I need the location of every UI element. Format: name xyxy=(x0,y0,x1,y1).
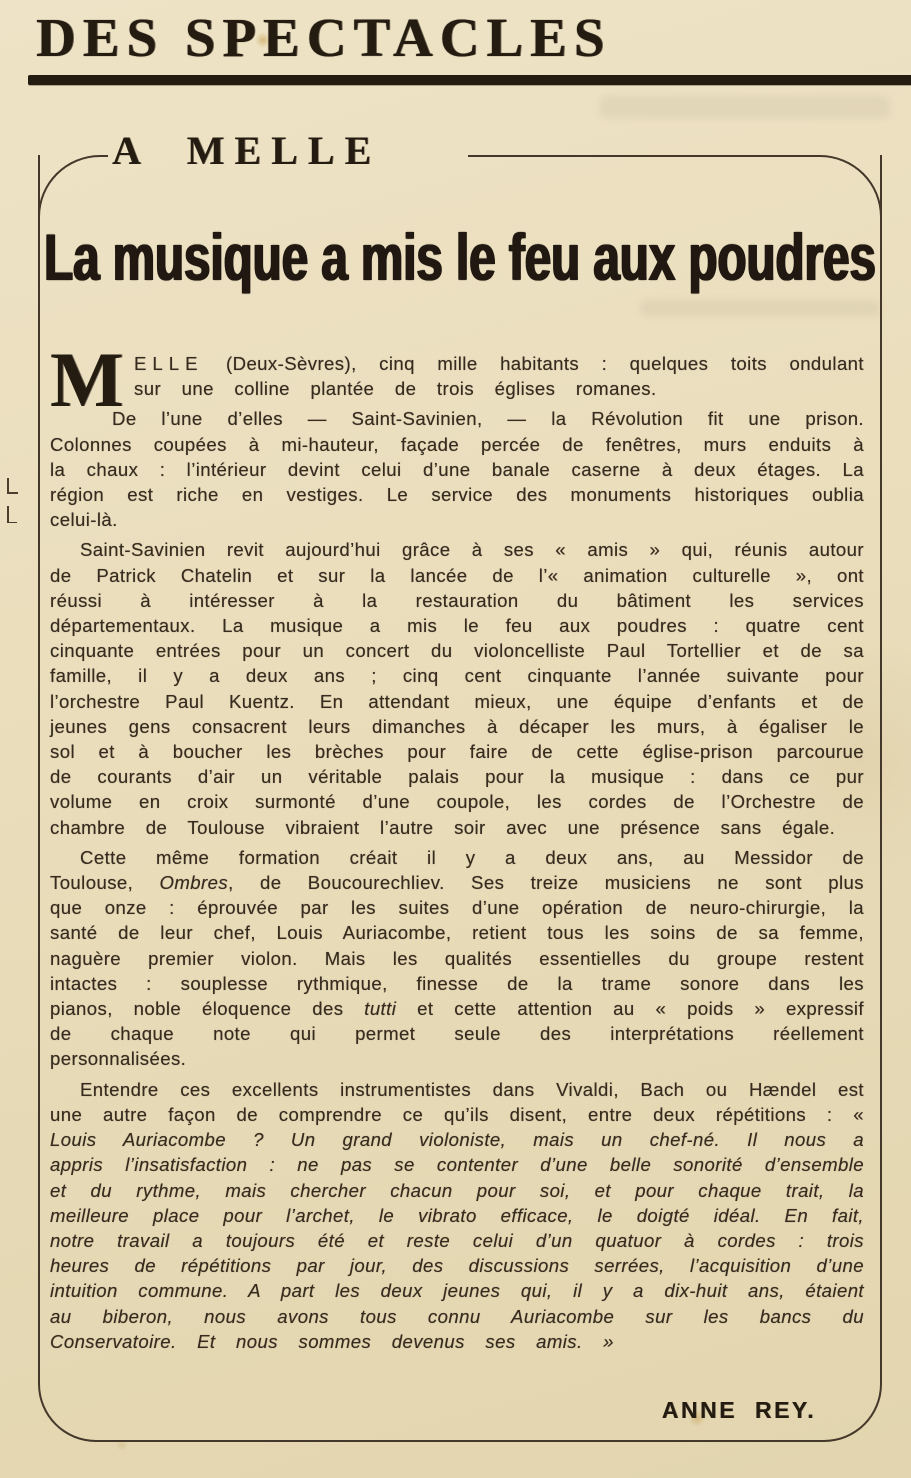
print-showthrough xyxy=(600,96,890,118)
paragraph xyxy=(50,845,864,1072)
press-mark xyxy=(7,478,18,494)
box-corner-top-right xyxy=(812,155,882,225)
box-corner-top-left xyxy=(38,155,108,225)
press-mark xyxy=(7,506,17,523)
drop-cap: M xyxy=(50,336,125,423)
paragraph: De l’une d’elles — Saint-Savinien, — la Révolution fit une prison. Colonnes coupées à mi-hauteur, façade percée de fenêtres, murs enduits à la chaux : l’intérieur devint celui d’une banale caserne à deux étages. La région est riche en vestiges. Le service des monuments historiques oublia celui-là. xyxy=(50,408,864,531)
article-kicker: A MELLE xyxy=(112,128,382,173)
paragraph-text: , de Boucourechliev. Ses treize musiciens ne sont plus que onze : éprouvée par les suites d’une opération de neuro-chirurgie, la santé de leur chef, Louis Auriacombe, retient tous les soins de sa femme, naguère premier violon. Mais les qualités essentielles du groupe restent intactes : souplesse rythmique, finesse de la trame sonore dans les pianos, noble éloquence des xyxy=(50,872,864,1020)
lead-caps: ELLE xyxy=(134,353,204,374)
paragraph xyxy=(50,1077,864,1354)
lead-text: (Deux-Sèvres), cinq mille habitants : quelques toits ondulant sur une colline plantée de trois églises romanes. xyxy=(134,353,864,400)
article-box xyxy=(38,128,882,1442)
byline: ANNE REY. xyxy=(661,1397,816,1423)
paragraph-text: et cette attention au « poids » expressif de chaque note qui permet seule des interprétations réellement personnalisées. xyxy=(50,998,865,1070)
italic-term: tutti xyxy=(364,998,397,1020)
masthead-rule xyxy=(28,75,911,85)
article-body xyxy=(50,336,865,1354)
quote-text: Louis Auriacombe ? Un grand violoniste, mais un chef-né. Il nous a appris l’insatisfaction : ne pas se contenter d’une belle sonorité d’ensemble et du rythme, mais chercher chacun pour soi, et pour chaque trait, la meilleure place pour l’archet, le vibrato efficace, le doigté idéal. En fait, notre travail a toujours été et reste celui d’un quatuor à cordes : trois heures de répétitions par jour, des discussions serrées, l’acquisition d’une intuition commune. A part les deux jeunes qui, il y a dix-huit ans, étaient au biberon, nous avons tous connu Auriacombe sur les bancs du Conservatoire. Et nous sommes devenus ses amis. » xyxy=(50,1129,864,1352)
paragraph-text: Cette même formation créait il y a deux ans, au Messidor de Toulouse, xyxy=(50,846,864,894)
box-top-rule xyxy=(468,155,820,157)
section-masthead: DES SPECTACLES xyxy=(36,7,612,68)
italic-title: Ombres xyxy=(159,872,229,894)
paragraph: Saint-Savinien revit aujourd’hui grâce à ses « amis » qui, réunis autour de Patrick Chatelin et sur la lancée de l’« animation culturelle », ont réussi à intéresser à la restauration du bâtiment les services départementaux. La musique a mis le feu aux poudres : quatre cent cinquante entrées pour un concert du violoncelliste Paul Tortellier et de sa famille, il y a deux ans ; cinq cent cinquante l’année suivante pour l’orchestre Paul Kuentz. En attendant mieux, une équipe d’enfants et de jeunes gens consacrent leurs dimanches à décaper les murs, à égaliser le sol et à boucher les brèches pour faire de cette église-prison parcourue de courants d’air un véritable palais pour la musique : dans ce pur volume en croix surmonté d’une coupole, les cordes de l’Orchestre de chambre de Toulouse vibraient l’autre soir avec une présence sans égale. xyxy=(50,539,864,838)
paragraph-text: Entendre ces excellents instrumentistes dans Vivaldi, Bach ou Hændel est une autre façon de comprendre ce qu’ils disent, entre deux répétitions : « xyxy=(50,1078,864,1125)
article-headline: La musique a mis le feu aux poudres xyxy=(44,220,876,294)
article-headline-row xyxy=(40,219,880,299)
paragraph-lead xyxy=(50,336,864,423)
